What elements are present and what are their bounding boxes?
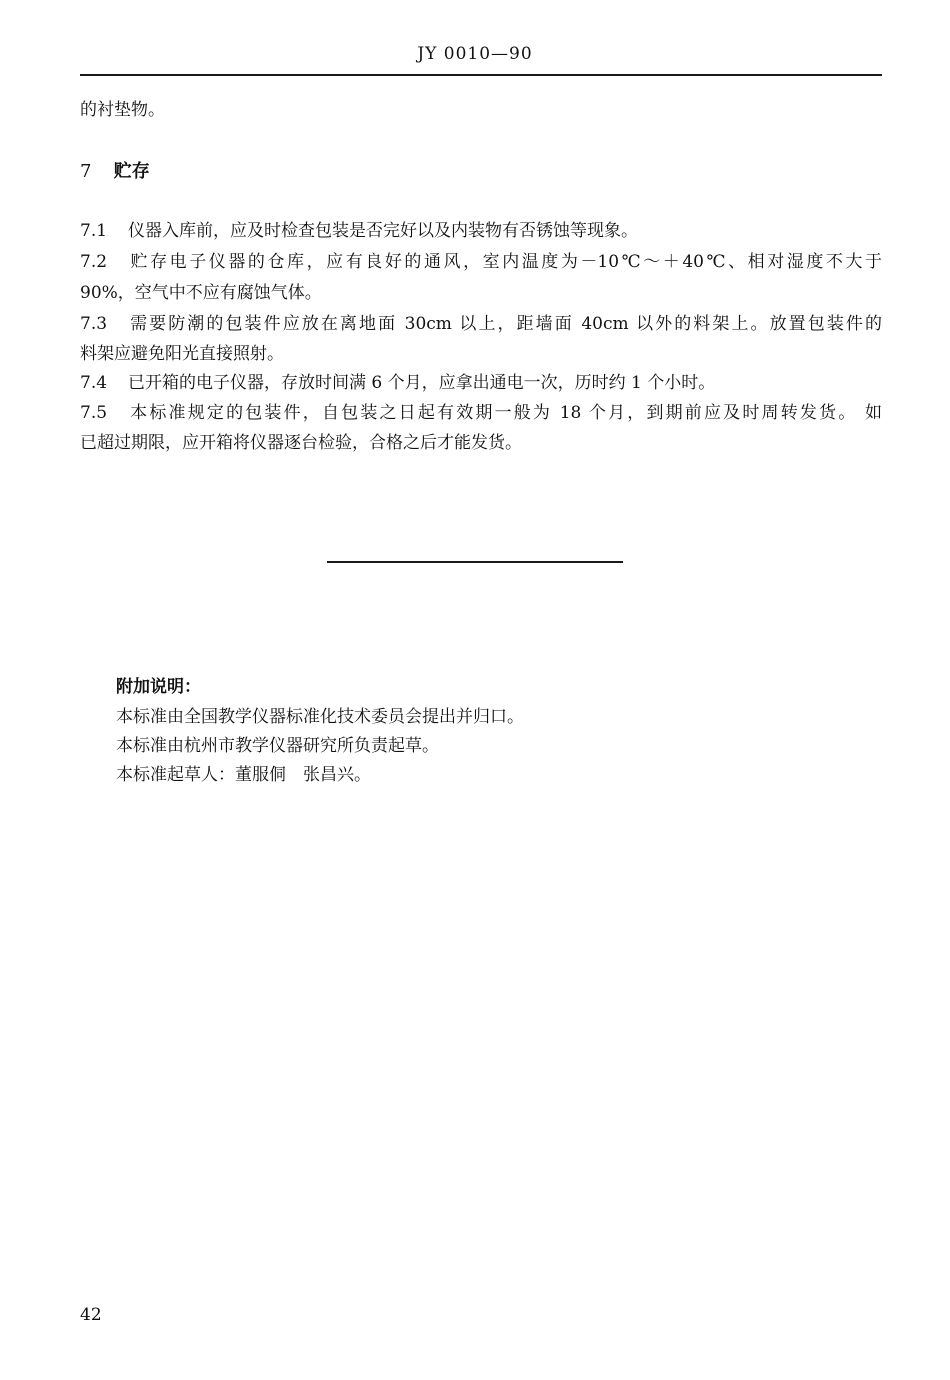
clause-7-2-cont: 90%，空气中不应有腐蚀气体。 [80, 283, 322, 303]
clause-7-2 [80, 250, 882, 274]
clause-text-line1: 需要防潮的包装件应放在离地面 30cm 以上，距墙面 40cm 以外的料架上。放置包装件的 [128, 314, 882, 334]
header-divider [80, 74, 882, 76]
continuation-text: 的衬垫物。 [80, 100, 165, 120]
notes-line-3: 本标准起草人：董服侗 张昌兴。 [116, 765, 371, 785]
clause-7-3 [80, 312, 882, 336]
section-number: 7 [80, 161, 92, 182]
notes-title: 附加说明： [116, 677, 201, 697]
end-divider [327, 561, 623, 563]
clause-text-line1: 本标准规定的包装件，自包装之日起有效期一般为 18 个月，到期前应及时周转发货。 如 [128, 403, 882, 423]
document-code: JY 0010—90 [417, 44, 533, 64]
clause-number: 7.5 [80, 403, 108, 423]
clause-text: 仪器入库前，应及时检查包装是否完好以及内装物有否锈蚀等现象。 [128, 221, 638, 241]
page-number: 42 [80, 1305, 102, 1325]
section-title: 贮存 [113, 161, 150, 182]
notes-line-2: 本标准由杭州市教学仪器研究所负责起草。 [116, 736, 439, 756]
section-heading [80, 160, 150, 184]
clause-number: 7.2 [80, 252, 108, 272]
clause-number: 7.4 [80, 373, 108, 393]
clause-number: 7.1 [80, 221, 108, 241]
clause-text: 已开箱的电子仪器，存放时间满 6 个月，应拿出通电一次，历时约 1 个小时。 [128, 373, 716, 393]
clause-7-1 [80, 219, 638, 243]
clause-7-4 [80, 371, 715, 395]
clause-7-3-cont: 料架应避免阳光直接照射。 [80, 344, 284, 364]
clause-text-line1: 贮存电子仪器的仓库，应有良好的通风，室内温度为－10℃～＋40℃、相对湿度不大于 [128, 252, 882, 272]
clause-7-5-cont: 已超过期限，应开箱将仪器逐台检验，合格之后才能发货。 [80, 433, 522, 453]
clause-number: 7.3 [80, 314, 108, 334]
notes-line-1: 本标准由全国教学仪器标准化技术委员会提出并归口。 [116, 707, 524, 727]
clause-7-5 [80, 401, 882, 425]
